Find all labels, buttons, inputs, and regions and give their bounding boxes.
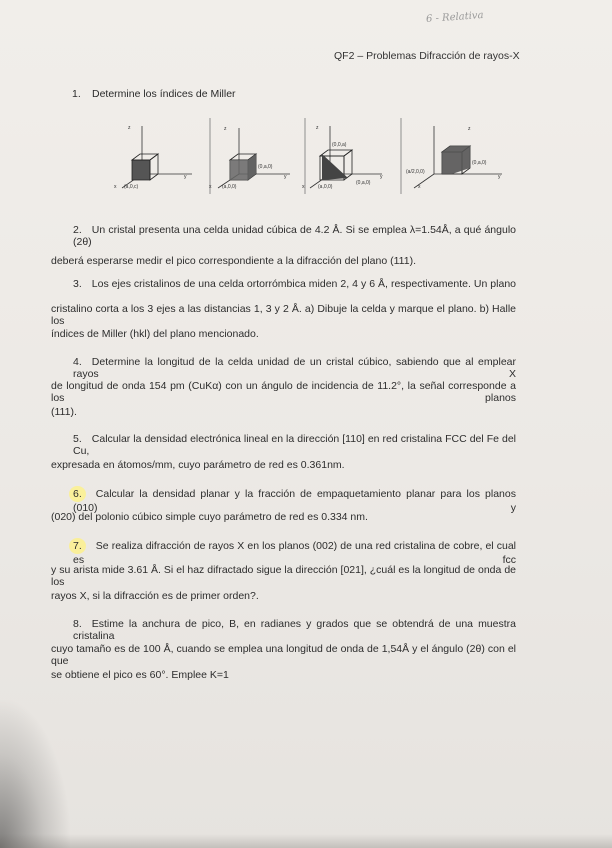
question-5-line-2: expresada en átomos/mm, cuyo parámetro de red es 0.361nm.	[51, 459, 345, 471]
question-7-line-1	[51, 538, 516, 566]
figure-2-x-label: x	[209, 184, 212, 190]
figure-2	[209, 126, 290, 190]
figure-3	[302, 125, 383, 190]
question-6-line-2: (020) del polonio cúbico simple cuyo parámetro de red es 0.334 nm.	[51, 511, 368, 523]
question-1-text: Determine los índices de Miller	[92, 88, 236, 100]
question-8-number: 8.	[73, 618, 82, 630]
handwritten-annotation: 6 - Relativa	[425, 10, 484, 25]
figure-4-x-label: x	[418, 184, 421, 190]
miller-figures-svg	[112, 116, 508, 196]
figure-4-z-label: z	[468, 126, 471, 132]
question-6-line-1	[51, 486, 516, 514]
question-3-number: 3.	[73, 278, 82, 290]
question-8-line-2: cuyo tamaño es de 100 Å, cuando se emplea una longitud de onda de 1,54Å y el ángulo (2θ) con el que	[51, 643, 516, 667]
figure-3-y-label: y	[380, 174, 383, 180]
figure-4-y-label: y	[498, 174, 501, 180]
figure-4-left-label: (a/2,0,0)	[406, 169, 425, 175]
question-4-line-3: (111).	[51, 406, 77, 418]
question-3-line-2: cristalino corta a los 3 ejes a las distancias 1, 3 y 2 Å. a) Dibuje la celda y marque el plano. b) Halle los	[51, 303, 516, 327]
figure-4-right-label: (0,a,0)	[472, 160, 487, 166]
figure-2-z-label: z	[224, 126, 227, 132]
figure-3-right-label: (0,a,0)	[356, 180, 371, 186]
figure-3-x-label: x	[302, 184, 305, 190]
question-4-line-2: de longitud de onda 154 pm (CuKα) con un ángulo de incidencia de 11.2°, la señal corresponde a los planos	[51, 380, 516, 404]
question-3-text-1: Los ejes cristalinos de una celda ortorrómbica miden 2, 4 y 6 Å, respectivamente. Un plano	[91, 278, 516, 290]
question-5-text-1: Calcular la densidad electrónica lineal en la dirección [110] en red cristalina FCC del Fe del Cu,	[73, 433, 516, 457]
question-2-text-1: Un cristal presenta una celda unidad cúbica de 4.2 Å. Si se emplea λ=1.54Å, a qué ángulo (2θ)	[73, 224, 516, 248]
figure-3-front-label: (a,0,0)	[318, 184, 333, 190]
question-4-number: 4.	[73, 356, 82, 368]
question-7-line-2: y su arista mide 3.61 Å. Si el haz difractado sigue la dirección [021], ¿cuál es la longitud de onda de los	[51, 564, 516, 588]
question-1	[72, 88, 236, 100]
figure-2-top-label: (0,a,0)	[258, 164, 273, 170]
question-7-line-3: rayos X, si la difracción es de primer orden?.	[51, 590, 259, 602]
question-8-text-1: Estime la anchura de pico, B, en radianes y grados que se obtendrá de una muestra cristalina	[73, 618, 516, 642]
question-6-text-1: Calcular la densidad planar y la fracción de empaquetamiento planar para los planos (010) y	[73, 488, 516, 514]
document-header: QF2 – Problemas Difracción de rayos-X	[334, 50, 520, 62]
figure-2-y-label: y	[284, 174, 287, 180]
question-2-line-2: deberá esperarse medir el pico correspondiente a la difracción del plano (111).	[51, 255, 416, 267]
page-shadow	[0, 700, 70, 848]
question-8-line-1	[51, 618, 516, 642]
figure-1-y-label: y	[184, 174, 187, 180]
question-4-text-1: Determine la longitud de la celda unidad de un cristal cúbico, sabiendo que al emplear rayos X	[73, 356, 516, 380]
figure-1-point-label: (a,0,c)	[124, 184, 139, 190]
question-7-text-1: Se realiza difracción de rayos X en los planos (002) de una red cristalina de cobre, el cual es fcc	[73, 540, 516, 566]
figure-3-z-label: z	[316, 125, 319, 131]
question-2-line-1	[51, 224, 516, 248]
question-5-line-1	[51, 433, 516, 457]
question-4-line-1	[51, 356, 516, 380]
figure-3-top-label: (0,0,a)	[332, 142, 347, 148]
question-6-number: 6.	[69, 486, 86, 502]
question-7-number: 7.	[69, 538, 86, 554]
figure-1-z-label: z	[128, 125, 131, 131]
figure-1	[114, 125, 192, 190]
question-8-line-3: se obtiene el pico es 60°. Emplee K=1	[51, 669, 229, 681]
question-3-line-1	[51, 278, 516, 290]
page-shadow-bottom	[0, 834, 612, 848]
figure-1-x-label: x	[114, 184, 117, 190]
question-2-number: 2.	[73, 224, 82, 236]
figure-4	[406, 126, 502, 190]
question-3-line-3: índices de Miller (hkl) del plano mencionado.	[51, 328, 259, 340]
miller-figures	[112, 116, 508, 196]
question-5-number: 5.	[73, 433, 82, 445]
figure-2-front-label: (a,0,0)	[222, 184, 237, 190]
question-1-number: 1.	[72, 88, 81, 100]
